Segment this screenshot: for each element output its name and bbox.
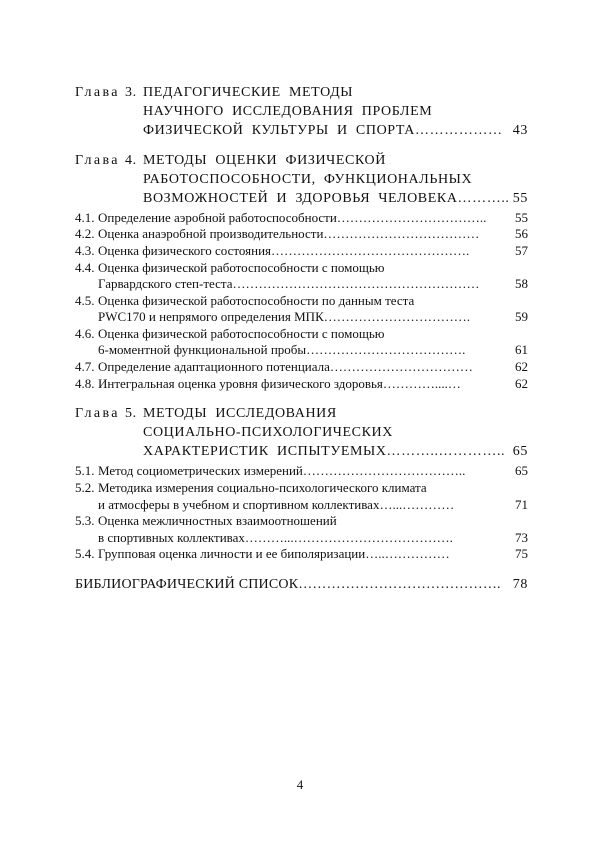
toc-entry-4-8: 4.8. Интегральная оценка уровня физического здоровья…………....… 62: [75, 376, 528, 391]
toc-entry-5-4: 5.4. Групповая оценка личности и ее биполяризации…..…………… 75: [75, 546, 528, 561]
toc-entry-4-2: 4.2. Оценка анаэробной производительности……………………………… 56: [75, 226, 528, 241]
chapter-4-title-line3: ВОЗМОЖНОСТЕЙ И ЗДОРОВЬЯ ЧЕЛОВЕКА………..: [143, 191, 510, 206]
chapter-3-title-line3: ФИЗИЧЕСКОЙ КУЛЬТУРЫ И СПОРТА………………: [143, 123, 503, 138]
toc-entry-5-2: 5.2. Методика измерения социально-психологического климата: [75, 480, 427, 495]
toc-entry-bibliography: БИБЛИОГРАФИЧЕСКИЙ СПИСОК……………………………………. 78: [75, 577, 528, 592]
chapter-5-page: 65: [512, 444, 528, 459]
toc-entry-4-4: 4.4. Оценка физической работоспособности с помощью: [75, 260, 385, 275]
chapter-3-title-line2: НАУЧНОГО ИССЛЕДОВАНИЯ ПРОБЛЕМ: [143, 104, 433, 119]
chapter-3-number: 3.: [125, 85, 137, 100]
page-number: 4: [296, 777, 304, 792]
chapter-5-title-line3: ХАРАКТЕРИСТИК ИСПЫТУЕМЫХ………..…………..: [143, 444, 506, 459]
chapter-5-title-line2: СОЦИАЛЬНО-ПСИХОЛОГИЧЕСКИХ: [143, 425, 393, 440]
chapter-4-title-line2: РАБОТОСПОСОБНОСТИ, ФУНКЦИОНАЛЬНЫХ: [143, 172, 473, 187]
chapter-3-page: 43: [512, 123, 528, 138]
chapter-4-title-line1: МЕТОДЫ ОЦЕНКИ ФИЗИЧЕСКОЙ: [143, 153, 386, 168]
toc-entry-5-1: 5.1. Метод социометрических измерений……………………………….. 65: [75, 463, 528, 478]
toc-entry-4-5: 4.5. Оценка физической работоспособности по данным теста: [75, 293, 415, 308]
chapter-4-prefix: Глава: [75, 153, 120, 168]
chapter-3-title-line1: ПЕДАГОГИЧЕСКИЕ МЕТОДЫ: [143, 85, 354, 100]
toc-entry-4-6: 4.6. Оценка физической работоспособности с помощью: [75, 326, 385, 341]
chapter-5-number: 5.: [125, 406, 137, 421]
chapter-3-prefix: Глава: [75, 85, 120, 100]
toc-entry-4-7: 4.7. Определение адаптационного потенциала…………………………… 62: [75, 359, 528, 374]
toc-entry-4-1: 4.1. Определение аэробной работоспособности…………………………….. 55: [75, 210, 528, 225]
chapter-5-title-line1: МЕТОДЫ ИССЛЕДОВАНИЯ: [143, 406, 337, 421]
chapter-4-page: 55: [512, 191, 528, 206]
chapter-5-prefix: Глава: [75, 406, 120, 421]
toc-entry-5-3: 5.3. Оценка межличностных взаимоотношений: [75, 513, 337, 528]
chapter-4-number: 4.: [125, 153, 137, 168]
document-page: Глава 3. ПЕДАГОГИЧЕСКИЕ МЕТОДЫ НАУЧНОГО ИССЛЕДОВАНИЯ ПРОБЛЕМ ФИЗИЧЕСКОЙ КУЛЬТУРЫ И СПОРТА……………… 43 Глава 4. МЕТОДЫ ОЦЕНКИ ФИЗИЧЕСКОЙ РАБОТОСПОСОБНОСТИ, ФУНКЦИОНАЛЬНЫХ ВОЗМОЖНОСТЕЙ И ЗДОРОВЬЯ ЧЕЛОВЕКА……….. 55 4.1. Определение аэробной работоспособности…………………………….. 55 4.2. Оценка анаэробной производительности……………………………… 56 4.3. Оценка физического состояния………………………………………. 57 4.4. Оценка физической работоспособности с помощью Гарвардского степ-теста………………………………………………… 58 4.5. Оценка физической работоспособности по данным теста PWC170 и непрямого определения МПК……………………………. 59 4.6. Оценка физической работоспособности с помощью 6-моментной функциональной пробы………………………………. 61 4.7. Определение адаптационного потенциала…………………………… 62 4.8. Интегральная оценка уровня физического здоровья…………....… 62 Глава 5. МЕТОДЫ ИССЛЕДОВАНИЯ СОЦИАЛЬНО-ПСИХОЛОГИЧЕСКИХ ХАРАКТЕРИСТИК ИСПЫТУЕМЫХ………..………….. 65 5.1. Метод социометрических измерений……………………………….. 65 5.2. Методика измерения социально-психологического климата и атмосферы в учебном и спортивном коллективах…...………… 71 5.3. Оценка межличностных взаимоотношений в спортивных коллективах………...………………………………. 73 5.4. Групповая оценка личности и ее биполяризации…..…………… 75 БИБЛИОГРАФИЧЕСКИЙ СПИСОК……………………………………. 78 4: [0, 0, 600, 849]
toc-entry-4-3: 4.3. Оценка физического состояния………………………………………. 57: [75, 243, 528, 258]
